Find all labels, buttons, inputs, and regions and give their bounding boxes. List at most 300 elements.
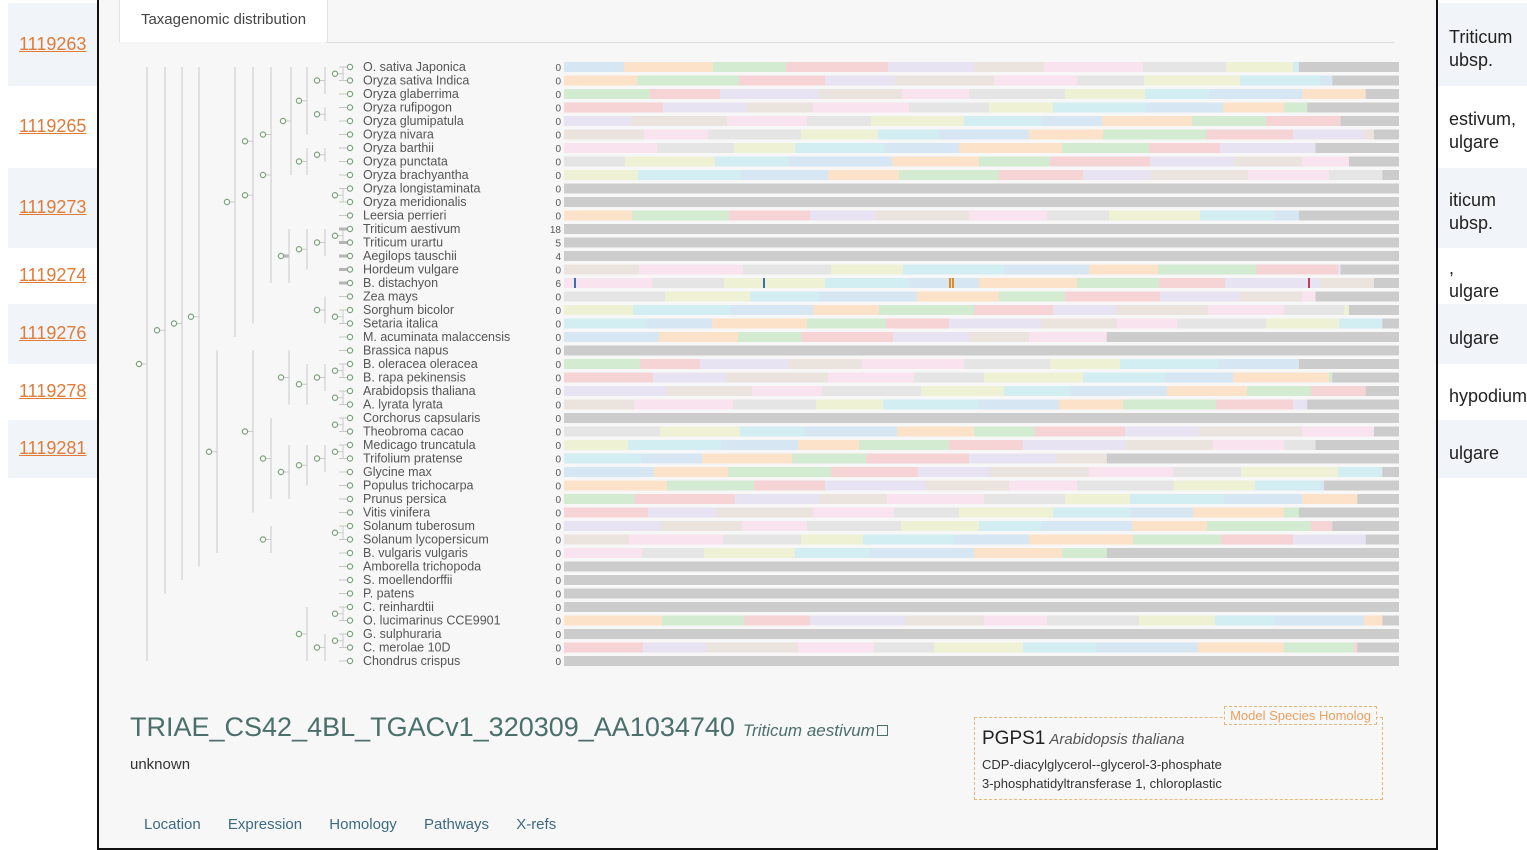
- distribution-bar[interactable]: [564, 575, 1399, 585]
- distribution-segment[interactable]: [1035, 427, 1125, 437]
- leaf-node[interactable]: [347, 564, 352, 569]
- leaf-node[interactable]: [347, 442, 352, 447]
- distribution-segment[interactable]: [1320, 278, 1374, 288]
- distribution-segment[interactable]: [1329, 170, 1382, 180]
- tree-node[interactable]: [136, 361, 141, 366]
- species-name[interactable]: B. distachyon: [363, 276, 439, 290]
- distribution-bar[interactable]: [564, 602, 1399, 612]
- distribution-segment[interactable]: [1207, 521, 1311, 531]
- distribution-segment[interactable]: [721, 440, 798, 450]
- tree-node[interactable]: [278, 253, 283, 258]
- distribution-segment[interactable]: [1266, 116, 1341, 126]
- leaf-node[interactable]: [347, 591, 352, 596]
- distribution-segment[interactable]: [801, 130, 878, 140]
- distribution-segment[interactable]: [743, 265, 831, 275]
- tree-node[interactable]: [332, 368, 337, 373]
- tree-node[interactable]: [332, 422, 337, 427]
- distribution-segment[interactable]: [1077, 481, 1174, 491]
- distribution-segment[interactable]: [704, 548, 795, 558]
- distribution-segment[interactable]: [564, 427, 660, 437]
- distribution-segment[interactable]: [801, 332, 893, 342]
- distribution-segment[interactable]: [1132, 521, 1207, 531]
- result-id-link[interactable]: 1119276: [19, 323, 87, 343]
- distribution-segment[interactable]: [979, 521, 1041, 531]
- tree-node[interactable]: [278, 469, 283, 474]
- tree-node[interactable]: [296, 98, 301, 103]
- distribution-segment[interactable]: [822, 386, 921, 396]
- distribution-segment[interactable]: [746, 103, 813, 113]
- distribution-segment[interactable]: [825, 278, 910, 288]
- distribution-segment[interactable]: [741, 170, 828, 180]
- distribution-segment[interactable]: [657, 143, 734, 153]
- distribution-segment[interactable]: [866, 454, 969, 464]
- tree-node[interactable]: [314, 456, 319, 461]
- species-name[interactable]: Triticum urartu: [363, 235, 444, 250]
- distribution-bar[interactable]: [564, 346, 1399, 356]
- result-id-link[interactable]: 1119273: [19, 197, 87, 217]
- distribution-segment[interactable]: [914, 373, 984, 383]
- leaf-node[interactable]: [347, 348, 352, 353]
- distribution-segment[interactable]: [632, 211, 729, 221]
- distribution-segment[interactable]: [984, 494, 1065, 504]
- distribution-segment[interactable]: [789, 359, 862, 369]
- tree-node[interactable]: [260, 172, 265, 177]
- tree-node[interactable]: [314, 375, 319, 380]
- distribution-segment[interactable]: [954, 535, 1029, 545]
- leaf-node[interactable]: [347, 334, 352, 339]
- distribution-segment[interactable]: [1120, 359, 1219, 369]
- species-name[interactable]: Arabidopsis thaliana: [363, 384, 476, 398]
- leaf-node[interactable]: [347, 253, 352, 258]
- distribution-segment[interactable]: [564, 521, 661, 531]
- distribution-segment[interactable]: [905, 616, 984, 626]
- distribution-segment[interactable]: [564, 386, 666, 396]
- distribution-segment[interactable]: [974, 305, 1053, 315]
- distribution-segment[interactable]: [871, 116, 964, 126]
- distribution-segment[interactable]: [1284, 305, 1344, 315]
- distribution-segment[interactable]: [1208, 305, 1284, 315]
- species-name[interactable]: Theobroma cacao: [363, 424, 464, 439]
- distribution-segment[interactable]: [734, 143, 795, 153]
- distribution-segment[interactable]: [897, 427, 974, 437]
- distribution-segment[interactable]: [733, 400, 816, 410]
- species-name[interactable]: Corchorus capsularis: [363, 411, 481, 425]
- distribution-segment[interactable]: [659, 332, 738, 342]
- distribution-segment[interactable]: [859, 440, 949, 450]
- gene-species-link[interactable]: [743, 721, 888, 740]
- leaf-node[interactable]: [347, 118, 352, 123]
- leaf-node[interactable]: [347, 307, 352, 312]
- distribution-segment[interactable]: [969, 89, 1065, 99]
- distribution-segment[interactable]: [902, 89, 969, 99]
- tree-node[interactable]: [224, 199, 229, 204]
- distribution-segment[interactable]: [1126, 440, 1213, 450]
- distribution-segment[interactable]: [666, 386, 752, 396]
- leaf-node[interactable]: [347, 429, 352, 434]
- distribution-segment[interactable]: [1096, 643, 1198, 653]
- distribution-segment[interactable]: [1320, 481, 1324, 491]
- species-name[interactable]: Oryza glaberrima: [363, 87, 459, 101]
- species-name[interactable]: Oryza nivara: [363, 127, 434, 142]
- distribution-segment[interactable]: [564, 508, 648, 518]
- result-id-link[interactable]: 1119281: [19, 438, 87, 458]
- distribution-segment[interactable]: [789, 157, 892, 167]
- distribution-segment[interactable]: [735, 494, 819, 504]
- tree-node[interactable]: [332, 233, 337, 238]
- distribution-segment[interactable]: [635, 494, 735, 504]
- distribution-segment[interactable]: [1159, 278, 1225, 288]
- distribution-segment[interactable]: [1192, 116, 1266, 126]
- distribution-segment[interactable]: [807, 521, 901, 531]
- species-name[interactable]: Leersia perrieri: [363, 208, 447, 223]
- leaf-node[interactable]: [347, 172, 352, 177]
- species-name[interactable]: Solanum tuberosum: [363, 519, 475, 533]
- distribution-segment[interactable]: [723, 535, 801, 545]
- leaf-node[interactable]: [347, 469, 352, 474]
- species-name[interactable]: Oryza brachyantha: [363, 168, 469, 182]
- distribution-segment[interactable]: [1109, 211, 1200, 221]
- leaf-node[interactable]: [347, 321, 352, 326]
- distribution-bar[interactable]: [564, 589, 1399, 599]
- tab-homology[interactable]: Homology: [329, 816, 397, 833]
- distribution-segment[interactable]: [798, 440, 859, 450]
- species-name[interactable]: C. reinhardtii: [363, 600, 434, 614]
- distribution-segment[interactable]: [654, 467, 728, 477]
- distribution-segment[interactable]: [888, 62, 974, 72]
- distribution-segment[interactable]: [1338, 265, 1341, 275]
- distribution-segment[interactable]: [564, 454, 641, 464]
- leaf-node[interactable]: [347, 78, 352, 83]
- distribution-segment[interactable]: [828, 170, 899, 180]
- species-name[interactable]: B. vulgaris vulgaris: [363, 546, 468, 560]
- distribution-segment[interactable]: [1224, 494, 1302, 504]
- leaf-node[interactable]: [347, 456, 352, 461]
- species-name[interactable]: Prunus persica: [363, 492, 447, 506]
- distribution-segment[interactable]: [716, 508, 813, 518]
- distribution-segment[interactable]: [1219, 359, 1299, 369]
- distribution-segment[interactable]: [1302, 494, 1357, 504]
- distribution-segment[interactable]: [1065, 292, 1160, 302]
- distribution-segment[interactable]: [1062, 143, 1149, 153]
- species-name[interactable]: Aegilops tauschii: [363, 249, 457, 263]
- distribution-segment[interactable]: [1223, 103, 1284, 113]
- distribution-segment[interactable]: [1293, 400, 1307, 410]
- tree-node[interactable]: [314, 240, 319, 245]
- distribution-segment[interactable]: [1255, 481, 1320, 491]
- distribution-segment[interactable]: [1302, 427, 1374, 437]
- species-name[interactable]: S. moellendorffii: [363, 573, 453, 587]
- tab-xrefs[interactable]: X-refs: [516, 816, 557, 833]
- distribution-segment[interactable]: [625, 157, 715, 167]
- leaf-node[interactable]: [347, 64, 352, 69]
- distribution-segment[interactable]: [564, 89, 650, 99]
- tree-node[interactable]: [314, 112, 319, 117]
- species-name[interactable]: M. acuminata malaccensis: [363, 330, 511, 344]
- distribution-segment[interactable]: [807, 116, 871, 126]
- distribution-segment[interactable]: [964, 116, 1041, 126]
- gene-marker[interactable]: [1308, 278, 1310, 288]
- distribution-segment[interactable]: [1041, 116, 1102, 126]
- distribution-segment[interactable]: [885, 143, 959, 153]
- distribution-segment[interactable]: [1158, 265, 1256, 275]
- distribution-segment[interactable]: [564, 616, 662, 626]
- result-id-link[interactable]: 1119265: [19, 116, 87, 136]
- distribution-segment[interactable]: [925, 481, 1009, 491]
- distribution-segment[interactable]: [1131, 508, 1193, 518]
- distribution-segment[interactable]: [1193, 508, 1284, 518]
- distribution-bar[interactable]: [564, 413, 1399, 423]
- distribution-bar[interactable]: [564, 184, 1399, 194]
- distribution-segment[interactable]: [706, 643, 798, 653]
- distribution-segment[interactable]: [1284, 508, 1299, 518]
- distribution-segment[interactable]: [1059, 400, 1123, 410]
- distribution-segment[interactable]: [1225, 278, 1320, 288]
- distribution-segment[interactable]: [1209, 89, 1302, 99]
- distribution-segment[interactable]: [715, 157, 789, 167]
- result-id-link[interactable]: 1119274: [19, 265, 87, 285]
- distribution-segment[interactable]: [564, 400, 634, 410]
- distribution-segment[interactable]: [1077, 76, 1144, 86]
- distribution-segment[interactable]: [1123, 400, 1216, 410]
- distribution-segment[interactable]: [886, 319, 949, 329]
- distribution-segment[interactable]: [1174, 481, 1255, 491]
- distribution-segment[interactable]: [892, 157, 979, 167]
- tab-taxagenomic-distribution[interactable]: Taxagenomic distribution: [119, 0, 328, 42]
- leaf-node[interactable]: [347, 645, 352, 650]
- distribution-segment[interactable]: [1056, 454, 1107, 464]
- distribution-segment[interactable]: [750, 292, 819, 302]
- distribution-bar[interactable]: [564, 251, 1399, 261]
- distribution-segment[interactable]: [712, 319, 807, 329]
- species-name[interactable]: B. rapa pekinensis: [363, 370, 466, 385]
- distribution-segment[interactable]: [786, 62, 888, 72]
- leaf-node[interactable]: [347, 91, 352, 96]
- distribution-segment[interactable]: [628, 440, 721, 450]
- tree-node[interactable]: [332, 193, 337, 198]
- distribution-segment[interactable]: [634, 400, 733, 410]
- distribution-bar[interactable]: [564, 656, 1399, 666]
- distribution-segment[interactable]: [740, 427, 804, 437]
- leaf-node[interactable]: [347, 240, 352, 245]
- tab-expression[interactable]: Expression: [227, 816, 303, 833]
- leaf-node[interactable]: [347, 631, 352, 636]
- distribution-segment[interactable]: [969, 454, 1056, 464]
- distribution-segment[interactable]: [1004, 265, 1089, 275]
- distribution-segment[interactable]: [874, 643, 934, 653]
- distribution-segment[interactable]: [813, 103, 909, 113]
- species-name[interactable]: Zea mays: [363, 289, 418, 304]
- leaf-node[interactable]: [347, 267, 352, 272]
- tree-node[interactable]: [296, 382, 301, 387]
- distribution-segment[interactable]: [564, 535, 629, 545]
- species-name[interactable]: Solanum lycopersicum: [363, 532, 489, 547]
- distribution-segment[interactable]: [1149, 143, 1220, 153]
- distribution-segment[interactable]: [1023, 643, 1096, 653]
- model-species-homolog-box[interactable]: [974, 708, 1383, 800]
- tab-location[interactable]: Location: [144, 816, 201, 833]
- distribution-segment[interactable]: [564, 373, 653, 383]
- species-name[interactable]: Medicago truncatula: [363, 438, 476, 452]
- gene-marker[interactable]: [949, 278, 951, 288]
- distribution-bar[interactable]: [564, 238, 1399, 248]
- distribution-segment[interactable]: [564, 332, 659, 342]
- distribution-segment[interactable]: [979, 400, 1059, 410]
- distribution-segment[interactable]: [828, 373, 914, 383]
- distribution-segment[interactable]: [631, 116, 727, 126]
- species-name[interactable]: B. oleracea oleracea: [363, 357, 478, 371]
- leaf-node[interactable]: [347, 496, 352, 501]
- distribution-segment[interactable]: [939, 130, 1029, 140]
- distribution-segment[interactable]: [863, 535, 954, 545]
- distribution-segment[interactable]: [917, 292, 999, 302]
- distribution-segment[interactable]: [564, 467, 654, 477]
- distribution-segment[interactable]: [652, 278, 724, 288]
- leaf-node[interactable]: [347, 199, 352, 204]
- distribution-segment[interactable]: [1083, 373, 1166, 383]
- tree-node[interactable]: [296, 159, 301, 164]
- distribution-segment[interactable]: [862, 359, 964, 369]
- tree-node[interactable]: [314, 152, 319, 157]
- leaf-node[interactable]: [347, 510, 352, 515]
- distribution-segment[interactable]: [660, 427, 740, 437]
- distribution-segment[interactable]: [1221, 535, 1293, 545]
- result-id-link[interactable]: 1119278: [19, 381, 87, 401]
- distribution-segment[interactable]: [810, 616, 905, 626]
- species-name[interactable]: Hordeum vulgare: [363, 262, 459, 277]
- distribution-segment[interactable]: [1226, 62, 1293, 72]
- distribution-segment[interactable]: [624, 62, 713, 72]
- distribution-segment[interactable]: [727, 116, 807, 126]
- distribution-segment[interactable]: [999, 292, 1065, 302]
- distribution-bar[interactable]: [564, 197, 1399, 207]
- distribution-segment[interactable]: [1065, 89, 1145, 99]
- distribution-segment[interactable]: [974, 427, 1035, 437]
- distribution-segment[interactable]: [642, 548, 704, 558]
- tree-node[interactable]: [260, 456, 265, 461]
- tree-node[interactable]: [296, 463, 301, 468]
- distribution-segment[interactable]: [895, 76, 994, 86]
- distribution-segment[interactable]: [637, 76, 739, 86]
- distribution-segment[interactable]: [875, 211, 969, 221]
- distribution-segment[interactable]: [662, 616, 744, 626]
- distribution-segment[interactable]: [819, 292, 917, 302]
- distribution-bar[interactable]: [564, 629, 1399, 639]
- leaf-node[interactable]: [347, 577, 352, 582]
- tree-node[interactable]: [314, 307, 319, 312]
- distribution-segment[interactable]: [1364, 130, 1374, 140]
- distribution-segment[interactable]: [883, 400, 979, 410]
- species-name[interactable]: Oryza glumipatula: [363, 114, 464, 128]
- leaf-node[interactable]: [347, 280, 352, 285]
- distribution-segment[interactable]: [1062, 548, 1107, 558]
- distribution-segment[interactable]: [878, 130, 939, 140]
- distribution-segment[interactable]: [1302, 292, 1316, 302]
- species-name[interactable]: Glycine max: [363, 465, 432, 479]
- distribution-segment[interactable]: [1041, 521, 1132, 531]
- gene-marker[interactable]: [952, 278, 954, 288]
- distribution-segment[interactable]: [1364, 616, 1382, 626]
- gene-marker[interactable]: [574, 278, 576, 288]
- distribution-segment[interactable]: [1354, 643, 1357, 653]
- distribution-segment[interactable]: [744, 616, 810, 626]
- distribution-segment[interactable]: [816, 400, 883, 410]
- distribution-segment[interactable]: [795, 143, 885, 153]
- distribution-segment[interactable]: [1198, 643, 1284, 653]
- tree-node[interactable]: [280, 118, 285, 123]
- distribution-segment[interactable]: [1144, 76, 1240, 86]
- distribution-segment[interactable]: [910, 278, 979, 288]
- distribution-segment[interactable]: [1117, 319, 1177, 329]
- distribution-segment[interactable]: [1293, 130, 1364, 140]
- distribution-segment[interactable]: [702, 454, 792, 464]
- distribution-segment[interactable]: [918, 467, 989, 477]
- distribution-segment[interactable]: [1125, 427, 1199, 437]
- distribution-segment[interactable]: [807, 319, 886, 329]
- distribution-segment[interactable]: [959, 508, 1053, 518]
- species-name[interactable]: Chondrus crispus: [363, 654, 461, 668]
- distribution-segment[interactable]: [564, 481, 667, 491]
- distribution-segment[interactable]: [819, 494, 887, 504]
- distribution-segment[interactable]: [899, 170, 999, 180]
- distribution-segment[interactable]: [1077, 278, 1159, 288]
- distribution-segment[interactable]: [1145, 89, 1209, 99]
- distribution-segment[interactable]: [640, 359, 700, 369]
- distribution-bar[interactable]: [564, 562, 1399, 572]
- distribution-segment[interactable]: [1293, 535, 1366, 545]
- distribution-segment[interactable]: [564, 130, 644, 140]
- distribution-segment[interactable]: [795, 548, 870, 558]
- distribution-segment[interactable]: [1047, 616, 1139, 626]
- leaf-node[interactable]: [347, 294, 352, 299]
- distribution-segment[interactable]: [984, 373, 1083, 383]
- distribution-segment[interactable]: [564, 62, 624, 72]
- distribution-segment[interactable]: [1344, 305, 1349, 315]
- species-name[interactable]: Amborella trichopoda: [363, 559, 482, 574]
- distribution-segment[interactable]: [813, 508, 894, 518]
- distribution-segment[interactable]: [879, 305, 974, 315]
- distribution-segment[interactable]: [974, 548, 1062, 558]
- distribution-segment[interactable]: [564, 643, 643, 653]
- species-name[interactable]: Oryza punctata: [363, 154, 448, 169]
- gene-marker[interactable]: [763, 278, 765, 288]
- tree-node[interactable]: [332, 611, 337, 616]
- distribution-segment[interactable]: [639, 265, 743, 275]
- distribution-segment[interactable]: [1146, 103, 1223, 113]
- tree-node[interactable]: [260, 537, 265, 542]
- distribution-segment[interactable]: [754, 481, 825, 491]
- leaf-node[interactable]: [347, 388, 352, 393]
- distribution-segment[interactable]: [959, 143, 1062, 153]
- tree-node[interactable]: [314, 645, 319, 650]
- distribution-segment[interactable]: [648, 508, 716, 518]
- distribution-segment[interactable]: [665, 292, 750, 302]
- distribution-segment[interactable]: [1150, 157, 1234, 167]
- distribution-segment[interactable]: [1023, 440, 1126, 450]
- distribution-segment[interactable]: [1248, 170, 1329, 180]
- distribution-segment[interactable]: [825, 481, 925, 491]
- distribution-segment[interactable]: [1234, 157, 1302, 167]
- distribution-segment[interactable]: [1133, 535, 1221, 545]
- distribution-segment[interactable]: [1256, 265, 1338, 275]
- distribution-segment[interactable]: [1053, 103, 1146, 113]
- leaf-node[interactable]: [347, 658, 352, 663]
- distribution-segment[interactable]: [564, 103, 663, 113]
- tree-node[interactable]: [332, 314, 337, 319]
- distribution-segment[interactable]: [1167, 386, 1247, 396]
- species-name[interactable]: Oryza longistaminata: [363, 181, 481, 196]
- distribution-segment[interactable]: [813, 305, 879, 315]
- distribution-segment[interactable]: [564, 116, 631, 126]
